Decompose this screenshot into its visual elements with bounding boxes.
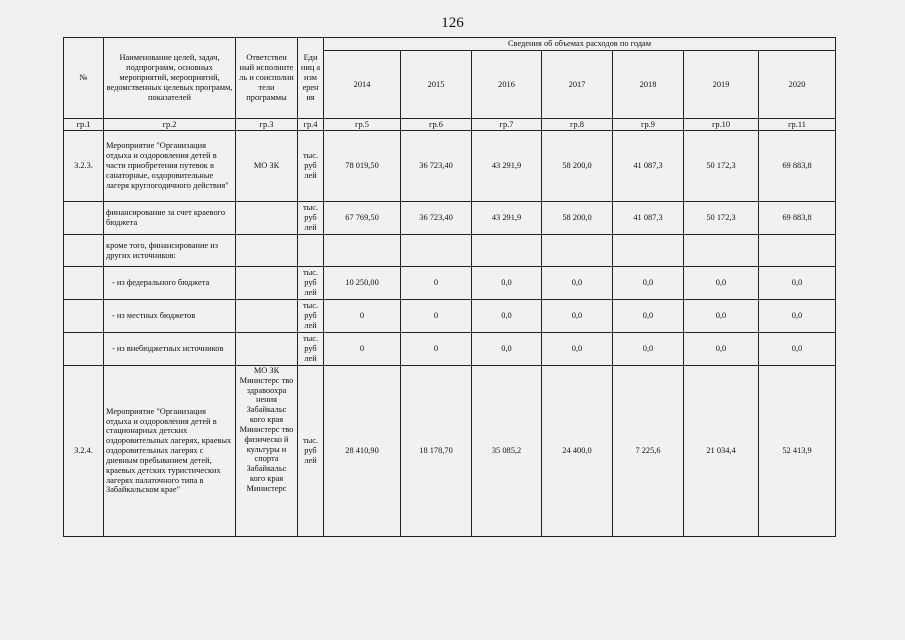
- header-year: 2017: [542, 51, 613, 119]
- value-cell: 58 200,0: [542, 131, 613, 202]
- value-cell: 43 291,9: [472, 131, 542, 202]
- budget-table: [63, 37, 836, 537]
- header-row: [64, 38, 836, 51]
- row-responsible: [236, 333, 298, 366]
- value-cell: 50 172,3: [684, 131, 759, 202]
- value-cell: 69 883,8: [759, 131, 836, 202]
- row-unit: тыс. руб лей: [298, 333, 324, 366]
- table-row: [64, 131, 836, 202]
- row-name: Мероприятие "Организация отдыха и оздоровления детей в части приобретения путевок в санаторные, оздоровительные лагеря круглогодичного действия": [104, 131, 236, 202]
- header-name: Наименование целей, задач, подпрограмм, основных мероприятий, мероприятий, ведомственных целевых программ, показателей: [104, 38, 236, 119]
- row-unit: тыс. руб лей: [298, 300, 324, 333]
- row-responsible: МО ЗК: [236, 131, 298, 202]
- row-number: [64, 300, 104, 333]
- row-number: [64, 202, 104, 235]
- value-cell: 0,0: [613, 267, 684, 300]
- value-cell: 36 723,40: [401, 202, 472, 235]
- header-year: 2014: [324, 51, 401, 119]
- value-cell: 58 200,0: [542, 202, 613, 235]
- value-cell: 7 225,6: [613, 366, 684, 537]
- row-unit: тыс. руб лей: [298, 131, 324, 202]
- group-label-row: [64, 119, 836, 131]
- value-cell: 0,0: [613, 300, 684, 333]
- value-cell: 35 085,2: [472, 366, 542, 537]
- table-row: [64, 235, 836, 267]
- group-label: гр.6: [401, 119, 472, 131]
- row-unit: тыс. руб лей: [298, 202, 324, 235]
- value-cell: 0: [401, 333, 472, 366]
- value-cell: [542, 235, 613, 267]
- value-cell: 0,0: [613, 333, 684, 366]
- group-label: гр.2: [104, 119, 236, 131]
- value-cell: [324, 235, 401, 267]
- value-cell: 0,0: [472, 267, 542, 300]
- group-label: гр.8: [542, 119, 613, 131]
- header-year: 2019: [684, 51, 759, 119]
- header-year: 2018: [613, 51, 684, 119]
- group-label: гр.3: [236, 119, 298, 131]
- value-cell: 24 400,0: [542, 366, 613, 537]
- value-cell: 41 087,3: [613, 131, 684, 202]
- value-cell: 52 413,9: [759, 366, 836, 537]
- value-cell: 0,0: [759, 333, 836, 366]
- row-name: кроме того, финансирование из других источников:: [104, 235, 236, 267]
- row-number: [64, 235, 104, 267]
- value-cell: 0,0: [472, 333, 542, 366]
- value-cell: 0: [324, 333, 401, 366]
- group-label: гр.5: [324, 119, 401, 131]
- page-number: 126: [441, 15, 464, 31]
- value-cell: 67 769,50: [324, 202, 401, 235]
- value-cell: 0: [401, 300, 472, 333]
- value-cell: 0,0: [684, 267, 759, 300]
- row-responsible: [236, 235, 298, 267]
- row-unit: тыс. руб лей: [298, 366, 324, 537]
- value-cell: [472, 235, 542, 267]
- table-row: [64, 202, 836, 235]
- value-cell: 78 019,50: [324, 131, 401, 202]
- value-cell: 28 410,90: [324, 366, 401, 537]
- value-cell: 0,0: [759, 267, 836, 300]
- row-responsible: МО ЗК Министерс тво здравоохра нения Забайкальс кого края Министерс тво физическо й культуры и спорта Забайкальс кого края Министерс: [236, 366, 298, 537]
- group-label: гр.4: [298, 119, 324, 131]
- value-cell: 0,0: [542, 267, 613, 300]
- value-cell: 21 034,4: [684, 366, 759, 537]
- value-cell: 0,0: [542, 300, 613, 333]
- value-cell: 0,0: [684, 300, 759, 333]
- value-cell: 0: [324, 300, 401, 333]
- group-label: гр.11: [759, 119, 836, 131]
- value-cell: [759, 235, 836, 267]
- row-responsible: [236, 202, 298, 235]
- table-row: [64, 267, 836, 300]
- value-cell: 41 087,3: [613, 202, 684, 235]
- row-name: финансирование за счет краевого бюджета: [104, 202, 236, 235]
- row-number: [64, 333, 104, 366]
- value-cell: 0,0: [472, 300, 542, 333]
- table-row: [64, 366, 836, 537]
- value-cell: [613, 235, 684, 267]
- row-responsible: [236, 300, 298, 333]
- table-row: [64, 300, 836, 333]
- group-label: гр.7: [472, 119, 542, 131]
- group-label: гр.10: [684, 119, 759, 131]
- row-name: Мероприятие "Организация отдыха и оздоровления детей в стационарных детских оздоровительных лагерях, краевых оздоровительных лагерях с дневным пребыванием детей, краевых детских туристических лагерях палаточного типа в Забайкальском крае": [104, 366, 236, 537]
- value-cell: 69 883,8: [759, 202, 836, 235]
- value-cell: 50 172,3: [684, 202, 759, 235]
- header-num: №: [64, 38, 104, 119]
- value-cell: 0: [401, 267, 472, 300]
- header-year: 2020: [759, 51, 836, 119]
- row-number: 3.2.4.: [64, 366, 104, 537]
- value-cell: 0,0: [684, 333, 759, 366]
- value-cell: 10 250,00: [324, 267, 401, 300]
- value-cell: 18 178,70: [401, 366, 472, 537]
- header-expenses: Сведения об объемах расходов по годам: [324, 38, 836, 51]
- row-number: [64, 267, 104, 300]
- row-responsible: [236, 267, 298, 300]
- value-cell: 36 723,40: [401, 131, 472, 202]
- row-unit: [298, 235, 324, 267]
- value-cell: [684, 235, 759, 267]
- table-row: [64, 333, 836, 366]
- value-cell: 0,0: [542, 333, 613, 366]
- header-year: 2015: [401, 51, 472, 119]
- value-cell: [401, 235, 472, 267]
- value-cell: 43 291,9: [472, 202, 542, 235]
- header-responsible: Ответствен ный исполните ль и соисполни тели программы: [236, 38, 298, 119]
- row-name: - из федерального бюджета: [104, 267, 236, 300]
- header-year: 2016: [472, 51, 542, 119]
- row-name: - из местных бюджетов: [104, 300, 236, 333]
- group-label: гр.1: [64, 119, 104, 131]
- group-label: гр.9: [613, 119, 684, 131]
- header-unit: Еди ниц а изм ерен ия: [298, 38, 324, 119]
- row-name: - из внебюджетных источников: [104, 333, 236, 366]
- row-unit: тыс. руб лей: [298, 267, 324, 300]
- value-cell: 0,0: [759, 300, 836, 333]
- row-number: 3.2.3.: [64, 131, 104, 202]
